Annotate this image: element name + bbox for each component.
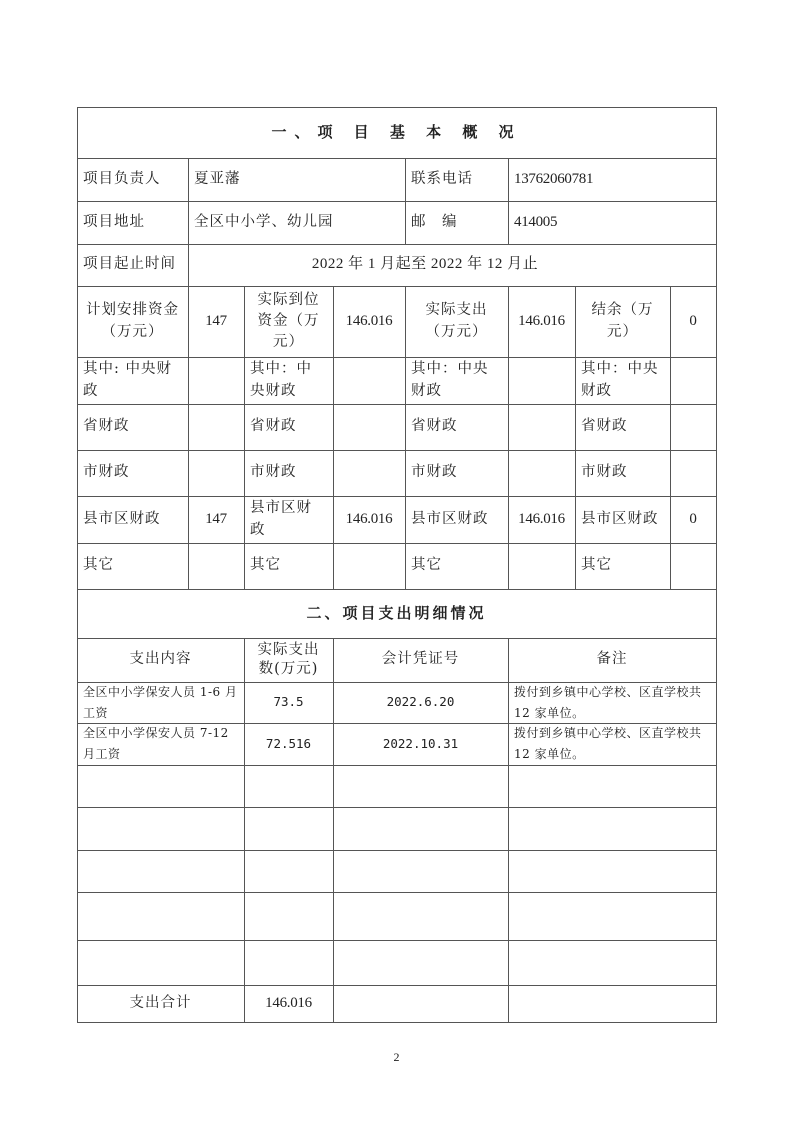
expense-cell-content bbox=[77, 850, 244, 892]
grid-line bbox=[77, 357, 717, 358]
expense-cell-voucher: 2022.10.31 bbox=[382, 735, 459, 751]
expense-cell-voucher bbox=[333, 940, 508, 985]
grid-line bbox=[77, 807, 717, 808]
grid-line bbox=[77, 158, 717, 159]
expense-cell-note: 拨付到乡镇中心学校、区直学校共 12 家单位。 bbox=[514, 726, 702, 761]
fund-cell-v3 bbox=[508, 543, 575, 589]
expense-cell-amount bbox=[244, 807, 333, 850]
fund-cell-c1: 市财政 bbox=[83, 464, 130, 481]
grid-line bbox=[77, 940, 717, 941]
grid-line bbox=[575, 286, 576, 590]
expense-cell-content bbox=[77, 765, 244, 807]
fund-cell-v2 bbox=[333, 450, 405, 496]
fund-cell-v1 bbox=[188, 543, 244, 589]
fund-cell-c1: 县市区财政 bbox=[83, 510, 161, 527]
grid-line bbox=[77, 244, 717, 245]
grid-line bbox=[77, 723, 717, 724]
grid-line bbox=[188, 286, 189, 590]
grid-line bbox=[244, 286, 245, 590]
grid-line bbox=[77, 543, 717, 544]
fund-cell-c3: 县市区财政 bbox=[411, 510, 489, 527]
grid-line bbox=[77, 107, 717, 108]
fund-cell-v1: 147 bbox=[205, 510, 227, 527]
expense-cell-voucher: 2022.6.20 bbox=[386, 694, 455, 710]
fund-cell-v1 bbox=[188, 450, 244, 496]
postcode-value: 414005 bbox=[514, 213, 558, 230]
grid-line bbox=[77, 107, 78, 1023]
grid-line bbox=[188, 158, 189, 287]
fund-cell-c3: 市财政 bbox=[411, 464, 458, 481]
fund-cell-v3 bbox=[508, 404, 575, 450]
fund-cell-c1: 其它 bbox=[83, 557, 114, 574]
fund-cell-v4 bbox=[670, 450, 716, 496]
fund-cell-v4: 0 bbox=[689, 510, 697, 527]
header-note: 备注 bbox=[596, 651, 628, 668]
fund-cell-c4: 县市区财政 bbox=[581, 510, 659, 527]
phone-label: 联系电话 bbox=[411, 170, 473, 187]
expense-cell-voucher bbox=[333, 892, 508, 940]
expense-cell-note bbox=[508, 765, 716, 807]
fund-cell-c3: 其中：中央财政 bbox=[411, 361, 489, 399]
phone-value: 13762060781 bbox=[514, 170, 594, 187]
fund-cell-c4: 其它 bbox=[581, 557, 612, 574]
header-amount: 实际支出数(万元) bbox=[257, 642, 320, 677]
project-report-table bbox=[77, 107, 716, 1022]
grid-line bbox=[77, 286, 717, 287]
spent-funds-label: 实际支出（万元） bbox=[425, 302, 488, 340]
spent-funds-value: 146.016 bbox=[518, 312, 565, 329]
header-content: 支出内容 bbox=[129, 651, 192, 668]
fund-cell-c2: 其它 bbox=[250, 557, 281, 574]
received-funds-label: 实际到位资金（万元） bbox=[257, 291, 320, 350]
fund-cell-c3: 省财政 bbox=[411, 418, 458, 435]
grid-line bbox=[333, 638, 334, 1023]
fund-cell-c1: 省财政 bbox=[83, 418, 130, 435]
fund-cell-v4 bbox=[670, 357, 716, 404]
fund-cell-v2: 146.016 bbox=[345, 510, 393, 527]
fund-cell-c1: 其中: 中央财政 bbox=[83, 361, 172, 399]
grid-line bbox=[333, 286, 334, 590]
section1-title: 一、项 目 基 本 概 况 bbox=[271, 122, 522, 141]
fund-cell-v4 bbox=[670, 404, 716, 450]
manager-label: 项目负责人 bbox=[83, 170, 161, 187]
page-number: 2 bbox=[393, 1050, 400, 1064]
expense-cell-content bbox=[77, 892, 244, 940]
grid-line bbox=[244, 638, 245, 1023]
grid-line bbox=[77, 450, 717, 451]
fund-cell-c2: 县市区财政 bbox=[250, 500, 312, 538]
postcode-label: 邮 编 bbox=[411, 213, 458, 230]
fund-cell-c3: 其它 bbox=[411, 557, 442, 574]
period-label: 项目起止时间 bbox=[83, 256, 176, 273]
expense-cell-amount bbox=[244, 850, 333, 892]
grid-line bbox=[77, 1022, 717, 1023]
expense-cell-amount bbox=[244, 940, 333, 985]
expense-cell-amount: 73.5 bbox=[273, 694, 304, 710]
expense-cell-note: 拨付到乡镇中心学校、区直学校共 12 家单位。 bbox=[514, 684, 702, 720]
received-funds-value: 146.016 bbox=[345, 312, 393, 329]
planned-funds-label: 计划安排资金（万元） bbox=[86, 302, 179, 340]
fund-cell-v2 bbox=[333, 404, 405, 450]
grid-line bbox=[508, 158, 509, 245]
fund-cell-v1 bbox=[188, 357, 244, 404]
grid-line bbox=[716, 107, 717, 1023]
address-value: 全区中小学、幼儿园 bbox=[194, 213, 334, 230]
grid-line bbox=[508, 286, 509, 590]
expense-cell-content: 全区中小学保安人员 1-6 月工资 bbox=[83, 684, 238, 720]
grid-line bbox=[77, 496, 717, 497]
header-voucher: 会计凭证号 bbox=[381, 651, 460, 668]
period-value: 2022 年 1 月起至 2022 年 12 月止 bbox=[311, 256, 539, 273]
grid-line bbox=[405, 158, 406, 245]
expense-cell-note bbox=[508, 940, 716, 985]
fund-cell-c4: 其中：中央财政 bbox=[581, 361, 659, 399]
section2-title: 二、项目支出明细情况 bbox=[306, 603, 487, 622]
fund-cell-c4: 省财政 bbox=[581, 418, 628, 435]
fund-cell-c2: 其中：中央财政 bbox=[250, 361, 312, 399]
grid-line bbox=[77, 201, 717, 202]
grid-line bbox=[77, 765, 717, 766]
expense-cell-amount bbox=[244, 892, 333, 940]
expense-cell-voucher bbox=[333, 807, 508, 850]
expense-cell-note bbox=[508, 807, 716, 850]
fund-cell-v3 bbox=[508, 450, 575, 496]
fund-cell-v3: 146.016 bbox=[518, 510, 565, 527]
expense-cell-amount bbox=[244, 765, 333, 807]
expense-cell-amount: 72.516 bbox=[265, 735, 312, 751]
expense-cell-voucher bbox=[333, 765, 508, 807]
expense-cell-content bbox=[77, 807, 244, 850]
fund-cell-c2: 省财政 bbox=[250, 418, 297, 435]
expense-cell-content bbox=[77, 940, 244, 985]
grid-line bbox=[77, 589, 717, 590]
grid-line bbox=[77, 850, 717, 851]
grid-line bbox=[508, 638, 509, 1023]
total-label: 支出合计 bbox=[129, 994, 192, 1011]
fund-cell-v4 bbox=[670, 543, 716, 589]
grid-line bbox=[77, 682, 717, 683]
grid-line bbox=[405, 286, 406, 590]
planned-funds-value: 147 bbox=[205, 312, 227, 329]
balance-value: 0 bbox=[689, 312, 697, 329]
balance-label: 结余（万元） bbox=[591, 302, 654, 340]
grid-line bbox=[77, 892, 717, 893]
grid-line bbox=[77, 404, 717, 405]
fund-cell-c2: 市财政 bbox=[250, 464, 297, 481]
total-value: 146.016 bbox=[265, 994, 312, 1011]
grid-line bbox=[77, 985, 717, 986]
fund-cell-v3 bbox=[508, 357, 575, 404]
address-label: 项目地址 bbox=[83, 213, 145, 230]
fund-cell-v2 bbox=[333, 543, 405, 589]
grid-line bbox=[77, 638, 717, 639]
fund-cell-c4: 市财政 bbox=[581, 464, 628, 481]
manager-value: 夏亚藩 bbox=[194, 170, 241, 187]
expense-cell-content: 全区中小学保安人员 7-12 月工资 bbox=[83, 726, 229, 761]
fund-cell-v1 bbox=[188, 404, 244, 450]
expense-cell-note bbox=[508, 892, 716, 940]
expense-cell-note bbox=[508, 850, 716, 892]
grid-line bbox=[670, 286, 671, 590]
expense-cell-voucher bbox=[333, 850, 508, 892]
fund-cell-v2 bbox=[333, 357, 405, 404]
